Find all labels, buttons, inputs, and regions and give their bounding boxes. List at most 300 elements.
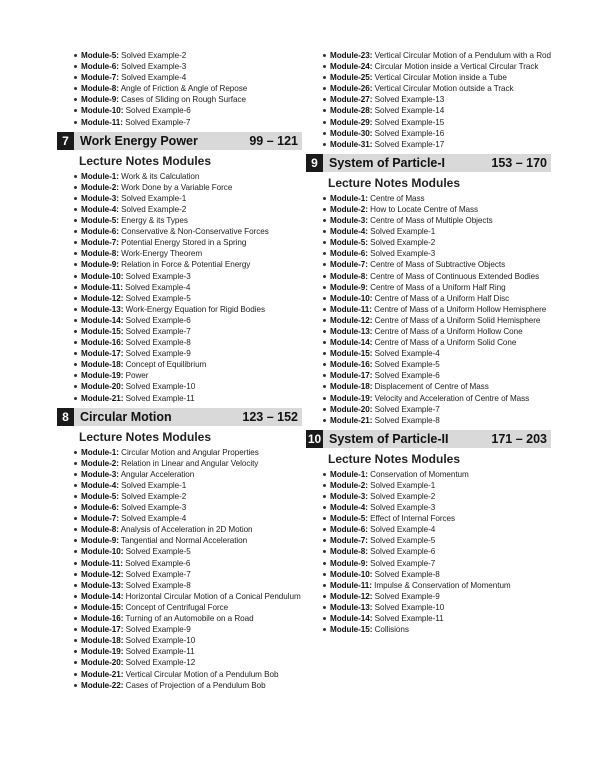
module-item: [306, 193, 551, 204]
module-item: [57, 72, 302, 83]
module-item: [57, 94, 302, 105]
module-item: [57, 271, 302, 282]
module-title: Centre of Mass of a Uniform Half Disc: [374, 293, 510, 303]
module-title: Centre of Mass of a Uniform Solid Cone: [374, 338, 517, 348]
chapter-title: System of Particle-II: [329, 431, 449, 446]
module-title: Centre of Mass: [370, 193, 425, 203]
module-title: Centre of Mass of Continuous Extended Bodies: [370, 271, 540, 281]
module-item: [306, 480, 551, 491]
module-item: [57, 282, 302, 293]
module-title: Power: [125, 371, 149, 381]
module-number: Module-5:: [330, 238, 368, 248]
module-item: [306, 61, 551, 72]
module-number: Module-17:: [81, 625, 124, 635]
module-title: Solved Example-8: [125, 580, 191, 590]
module-item: [306, 348, 551, 359]
module-item: [57, 602, 302, 613]
module-list: [306, 469, 551, 635]
module-title: Solved Example-1: [370, 227, 436, 237]
module-title: Tangential and Normal Acceleration: [120, 536, 248, 546]
module-title: Vertical Circular Motion of a Pendulum with a Rod: [374, 51, 551, 60]
module-number: Module-18:: [81, 636, 124, 646]
module-item: [57, 304, 302, 315]
module-title: How to Locate Centre of Mass: [370, 204, 479, 214]
module-title: Cases of Projection of a Pendulum Bob: [125, 680, 266, 690]
module-title: Solved Example-4: [121, 73, 187, 83]
module-title: Solved Example-3: [370, 503, 436, 513]
module-list: [57, 50, 302, 128]
module-item: [57, 171, 302, 182]
module-number: Module-14:: [81, 315, 124, 325]
module-item: [57, 624, 302, 635]
module-number: Module-16:: [330, 360, 373, 370]
module-item: [306, 117, 551, 128]
left-column: [57, 50, 302, 691]
module-item: [306, 404, 551, 415]
module-number: Module-1:: [81, 447, 119, 457]
module-item: [306, 370, 551, 381]
module-item: [57, 370, 302, 381]
module-item: [57, 480, 302, 491]
module-item: [57, 635, 302, 646]
module-item: [57, 259, 302, 270]
module-number: Module-6:: [330, 525, 368, 535]
module-number: Module-4:: [81, 480, 119, 490]
module-title: Solved Example-4: [125, 282, 191, 292]
module-item: [306, 248, 551, 259]
module-title: Solved Example-1: [370, 480, 436, 490]
module-number: Module-4:: [81, 204, 119, 214]
module-item: [57, 669, 302, 680]
module-item: [306, 381, 551, 392]
module-item: [306, 491, 551, 502]
module-item: [306, 580, 551, 591]
module-number: Module-7:: [81, 238, 119, 248]
module-title: Solved Example-6: [125, 558, 191, 568]
module-title: Solved Example-5: [125, 547, 191, 557]
module-title: Solved Example-4: [121, 514, 187, 524]
module-item: [306, 524, 551, 535]
module-title: Vertical Circular Motion outside a Track: [374, 84, 514, 94]
module-number: Module-8:: [81, 525, 119, 535]
module-title: Solved Example-2: [370, 492, 436, 501]
module-title: Solved Example-1: [121, 193, 187, 203]
module-number: Module-1:: [330, 469, 368, 479]
module-title: Solved Example-5: [125, 293, 191, 303]
module-item: [306, 624, 551, 635]
module-title: Collisions: [374, 625, 409, 635]
module-number: Module-2:: [330, 480, 368, 490]
module-list: [57, 171, 302, 404]
module-title: Concept of Equilibrium: [125, 360, 207, 370]
module-title: Analysis of Acceleration in 2D Motion: [120, 525, 253, 535]
module-number: Module-8:: [81, 84, 119, 94]
module-number: Module-6:: [81, 227, 119, 237]
lecture-notes-heading: Lecture Notes Modules: [328, 175, 461, 190]
module-number: Module-11:: [81, 117, 123, 127]
module-title: Solved Example-3: [125, 271, 191, 281]
module-number: Module-20:: [81, 658, 124, 668]
module-number: Module-3:: [330, 216, 368, 226]
module-title: Solved Example-2: [121, 51, 187, 60]
module-number: Module-13:: [81, 580, 124, 590]
module-item: [57, 348, 302, 359]
module-title: Relation in Linear and Angular Velocity: [121, 458, 259, 468]
module-title: Solved Example-6: [370, 547, 436, 557]
module-number: Module-4:: [330, 503, 368, 513]
module-item: [57, 646, 302, 657]
module-number: Module-12:: [81, 569, 124, 579]
module-item: [57, 337, 302, 348]
module-item: [57, 558, 302, 569]
module-number: Module-8:: [330, 271, 368, 281]
module-item: [306, 415, 551, 426]
module-title: Solved Example-10: [125, 636, 196, 646]
module-item: [57, 359, 302, 370]
module-item: [306, 215, 551, 226]
module-number: Module-16:: [81, 338, 124, 348]
chapter-header-7: [57, 132, 302, 150]
module-number: Module-9:: [81, 260, 119, 270]
module-item: [57, 204, 302, 215]
module-title: Relation in Force & Potential Energy: [121, 260, 251, 270]
module-number: Module-21:: [330, 415, 373, 425]
module-number: Module-21:: [81, 669, 124, 679]
module-item: [306, 105, 551, 116]
module-number: Module-3:: [81, 193, 119, 203]
module-number: Module-14:: [330, 338, 373, 348]
module-item: [57, 293, 302, 304]
module-title: Angular Acceleration: [120, 469, 195, 479]
module-item: [306, 293, 551, 304]
module-item: [306, 128, 551, 139]
module-title: Centre of Mass of a Uniform Hollow Cone: [374, 326, 523, 336]
module-item: [306, 393, 551, 404]
module-number: Module-16:: [81, 614, 124, 624]
module-number: Module-29:: [330, 117, 373, 127]
module-number: Module-10:: [81, 271, 124, 281]
chapter-header-8: [57, 408, 302, 426]
module-number: Module-18:: [330, 382, 373, 392]
module-title: Work & its Calculation: [121, 171, 200, 181]
module-title: Centre of Mass of Multiple Objects: [370, 216, 493, 226]
module-number: Module-26:: [330, 84, 373, 94]
module-item: [306, 282, 551, 293]
module-item: [57, 182, 302, 193]
chapter-number: 8: [57, 408, 74, 426]
module-number: Module-10:: [330, 569, 373, 579]
chapter-pages: 123 – 152: [242, 409, 298, 424]
module-title: Solved Example-7: [370, 558, 436, 568]
module-item: [306, 72, 551, 83]
module-item: [57, 591, 302, 602]
module-item: [306, 569, 551, 580]
module-title: Centre of Mass of a Uniform Half Ring: [370, 282, 506, 292]
module-title: Solved Example-16: [374, 128, 445, 138]
module-item: [57, 680, 302, 691]
module-title: Energy & its Types: [121, 216, 188, 226]
module-number: Module-13:: [81, 304, 124, 314]
module-title: Solved Example-15: [374, 117, 445, 127]
module-title: Solved Example-10: [125, 382, 196, 392]
module-title: Solved Example-11: [125, 647, 195, 657]
module-item: [57, 657, 302, 668]
module-item: [57, 613, 302, 624]
module-title: Solved Example-17: [374, 139, 445, 149]
module-title: Solved Example-7: [125, 569, 191, 579]
module-number: Module-8:: [330, 547, 368, 557]
chapter-title: System of Particle-I: [329, 155, 446, 170]
chapter-pages: 171 – 203: [491, 431, 547, 446]
lecture-notes-heading: Lecture Notes Modules: [328, 451, 461, 466]
module-title: Work-Energy Theorem: [121, 249, 203, 259]
module-number: Module-5:: [330, 514, 368, 524]
lecture-notes-heading: Lecture Notes Modules: [79, 153, 212, 168]
module-number: Module-19:: [330, 393, 373, 403]
module-number: Module-31:: [330, 139, 373, 149]
module-number: Module-4:: [330, 227, 368, 237]
module-number: Module-27:: [330, 95, 373, 105]
module-title: Solved Example-10: [374, 602, 445, 612]
module-number: Module-17:: [330, 371, 373, 381]
module-item: [57, 83, 302, 94]
module-title: Solved Example-5: [370, 536, 436, 546]
module-number: Module-11:: [330, 580, 372, 590]
chapter-number: 7: [57, 132, 74, 150]
module-item: [306, 602, 551, 613]
module-number: Module-7:: [81, 514, 119, 524]
module-item: [306, 315, 551, 326]
module-number: Module-11:: [81, 558, 123, 568]
chapter-number: 9: [306, 154, 323, 172]
module-item: [57, 580, 302, 591]
module-item: [306, 304, 551, 315]
module-number: Module-9:: [81, 95, 119, 105]
module-item: [306, 83, 551, 94]
module-title: Impulse & Conservation of Momentum: [374, 580, 511, 590]
module-item: [57, 248, 302, 259]
module-number: Module-15:: [81, 602, 124, 612]
module-title: Horizontal Circular Motion of a Conical Pendulum: [125, 591, 301, 601]
module-title: Solved Example-8: [125, 338, 191, 348]
module-item: [306, 226, 551, 237]
module-item: [57, 226, 302, 237]
module-item: [57, 458, 302, 469]
module-title: Conservative & Non-Conservative Forces: [121, 227, 269, 237]
module-item: [306, 237, 551, 248]
module-number: Module-19:: [81, 647, 124, 657]
module-item: [306, 259, 551, 270]
module-item: [57, 326, 302, 337]
chapter-title: Circular Motion: [80, 409, 172, 424]
module-title: Solved Example-3: [121, 62, 187, 72]
module-title: Angle of Friction & Angle of Repose: [120, 84, 248, 94]
module-item: [57, 569, 302, 580]
module-number: Module-2:: [81, 182, 119, 192]
module-title: Solved Example-3: [121, 503, 187, 513]
module-number: Module-2:: [330, 204, 368, 214]
module-title: Work-Energy Equation for Rigid Bodies: [125, 304, 265, 314]
module-number: Module-5:: [81, 51, 119, 60]
module-item: [306, 204, 551, 215]
module-number: Module-28:: [330, 106, 373, 116]
module-number: Module-20:: [330, 404, 373, 414]
module-title: Cases of Sliding on Rough Surface: [121, 95, 246, 105]
module-number: Module-10:: [330, 293, 373, 303]
module-number: Module-30:: [330, 128, 373, 138]
module-number: Module-8:: [81, 249, 119, 259]
module-title: Potential Energy Stored in a Spring: [121, 238, 247, 248]
module-number: Module-22:: [81, 680, 124, 690]
module-number: Module-11:: [330, 304, 372, 314]
module-item: [57, 315, 302, 326]
module-item: [306, 469, 551, 480]
module-number: Module-7:: [330, 260, 368, 270]
module-number: Module-17:: [81, 349, 124, 359]
module-item: [306, 502, 551, 513]
module-item: [306, 513, 551, 524]
module-item: [306, 326, 551, 337]
module-list: [306, 50, 551, 150]
module-number: Module-14:: [330, 614, 373, 624]
module-number: Module-15:: [330, 625, 373, 635]
module-number: Module-10:: [81, 106, 124, 116]
module-item: [306, 591, 551, 602]
module-list: [57, 447, 302, 691]
module-item: [57, 193, 302, 204]
module-number: Module-11:: [81, 282, 123, 292]
lecture-notes-heading: Lecture Notes Modules: [79, 429, 212, 444]
module-number: Module-23:: [330, 51, 373, 60]
module-number: Module-15:: [330, 349, 373, 359]
module-item: [306, 359, 551, 370]
module-title: Solved Example-9: [125, 625, 191, 635]
module-number: Module-12:: [330, 315, 373, 325]
module-title: Circular Motion and Angular Properties: [121, 447, 259, 457]
module-title: Solved Example-2: [370, 238, 436, 248]
module-item: [306, 546, 551, 557]
chapter-pages: 153 – 170: [491, 155, 547, 170]
module-title: Conservation of Momentum: [370, 469, 469, 479]
module-title: Solved Example-9: [125, 349, 191, 359]
module-number: Module-19:: [81, 371, 124, 381]
chapter-header-10: [306, 430, 551, 448]
module-number: Module-3:: [81, 469, 119, 479]
module-item: [306, 337, 551, 348]
module-number: Module-12:: [330, 591, 373, 601]
module-item: [57, 237, 302, 248]
module-title: Solved Example-7: [125, 117, 191, 127]
module-item: [57, 50, 302, 61]
module-item: [57, 513, 302, 524]
module-item: [57, 215, 302, 226]
module-title: Solved Example-4: [370, 525, 436, 535]
module-title: Solved Example-6: [125, 315, 191, 325]
module-title: Solved Example-7: [374, 404, 440, 414]
module-number: Module-1:: [330, 193, 368, 203]
module-title: Solved Example-7: [125, 326, 191, 336]
module-number: Module-6:: [81, 503, 119, 513]
module-title: Vertical Circular Motion inside a Tube: [374, 73, 507, 83]
module-title: Turning of an Automobile on a Road: [125, 614, 254, 624]
module-title: Effect of Internal Forces: [370, 514, 455, 524]
module-title: Solved Example-6: [374, 371, 440, 381]
module-title: Solved Example-6: [125, 106, 191, 116]
chapter-header-9: [306, 154, 551, 172]
module-item: [306, 50, 551, 61]
module-item: [57, 535, 302, 546]
module-number: Module-24:: [330, 62, 373, 72]
module-title: Solved Example-11: [125, 393, 195, 403]
module-item: [306, 558, 551, 569]
module-number: Module-5:: [81, 492, 119, 501]
module-title: Centre of Mass of a Uniform Solid Hemisphere: [374, 315, 541, 325]
module-title: Displacement of Centre of Mass: [374, 382, 489, 392]
module-item: [57, 469, 302, 480]
module-number: Module-9:: [330, 282, 368, 292]
module-number: Module-7:: [81, 73, 119, 83]
module-title: Solved Example-14: [374, 106, 445, 116]
module-number: Module-13:: [330, 602, 373, 612]
module-number: Module-13:: [330, 326, 373, 336]
chapter-pages: 99 – 121: [249, 133, 298, 148]
module-number: Module-9:: [330, 558, 368, 568]
module-title: Solved Example-13: [374, 95, 445, 105]
module-title: Solved Example-8: [374, 415, 440, 425]
module-title: Solved Example-4: [374, 349, 440, 359]
module-title: Solved Example-12: [125, 658, 196, 668]
module-item: [57, 61, 302, 72]
chapter-title: Work Energy Power: [80, 133, 198, 148]
module-item: [306, 139, 551, 150]
module-title: Centre of Mass of Subtractive Objects: [370, 260, 506, 270]
module-item: [57, 393, 302, 404]
module-item: [57, 502, 302, 513]
module-title: Solved Example-5: [374, 360, 440, 370]
module-list: [306, 193, 551, 426]
module-number: Module-3:: [330, 492, 368, 501]
module-title: Solved Example-9: [374, 591, 440, 601]
module-number: Module-14:: [81, 591, 124, 601]
module-item: [306, 613, 551, 624]
module-title: Work Done by a Variable Force: [121, 182, 233, 192]
module-number: Module-18:: [81, 360, 124, 370]
module-title: Solved Example-2: [121, 204, 187, 214]
module-item: [57, 117, 302, 128]
module-item: [57, 491, 302, 502]
module-item: [306, 94, 551, 105]
module-title: Velocity and Acceleration of Centre of Mass: [374, 393, 530, 403]
chapter-number: 10: [307, 431, 322, 446]
module-item: [57, 447, 302, 458]
module-number: Module-9:: [81, 536, 119, 546]
module-number: Module-10:: [81, 547, 124, 557]
right-column: [306, 50, 551, 635]
module-number: Module-5:: [81, 216, 119, 226]
module-number: Module-20:: [81, 382, 124, 392]
module-number: Module-12:: [81, 293, 124, 303]
module-title: Solved Example-1: [121, 480, 187, 490]
module-item: [57, 546, 302, 557]
module-number: Module-2:: [81, 458, 119, 468]
module-title: Centre of Mass of a Uniform Hollow Hemisphere: [374, 304, 547, 314]
module-item: [57, 381, 302, 392]
module-title: Vertical Circular Motion of a Pendulum Bob: [125, 669, 279, 679]
module-item: [57, 524, 302, 535]
module-item: [57, 105, 302, 116]
module-number: Module-15:: [81, 326, 124, 336]
module-title: Circular Motion inside a Vertical Circular Track: [374, 62, 539, 72]
